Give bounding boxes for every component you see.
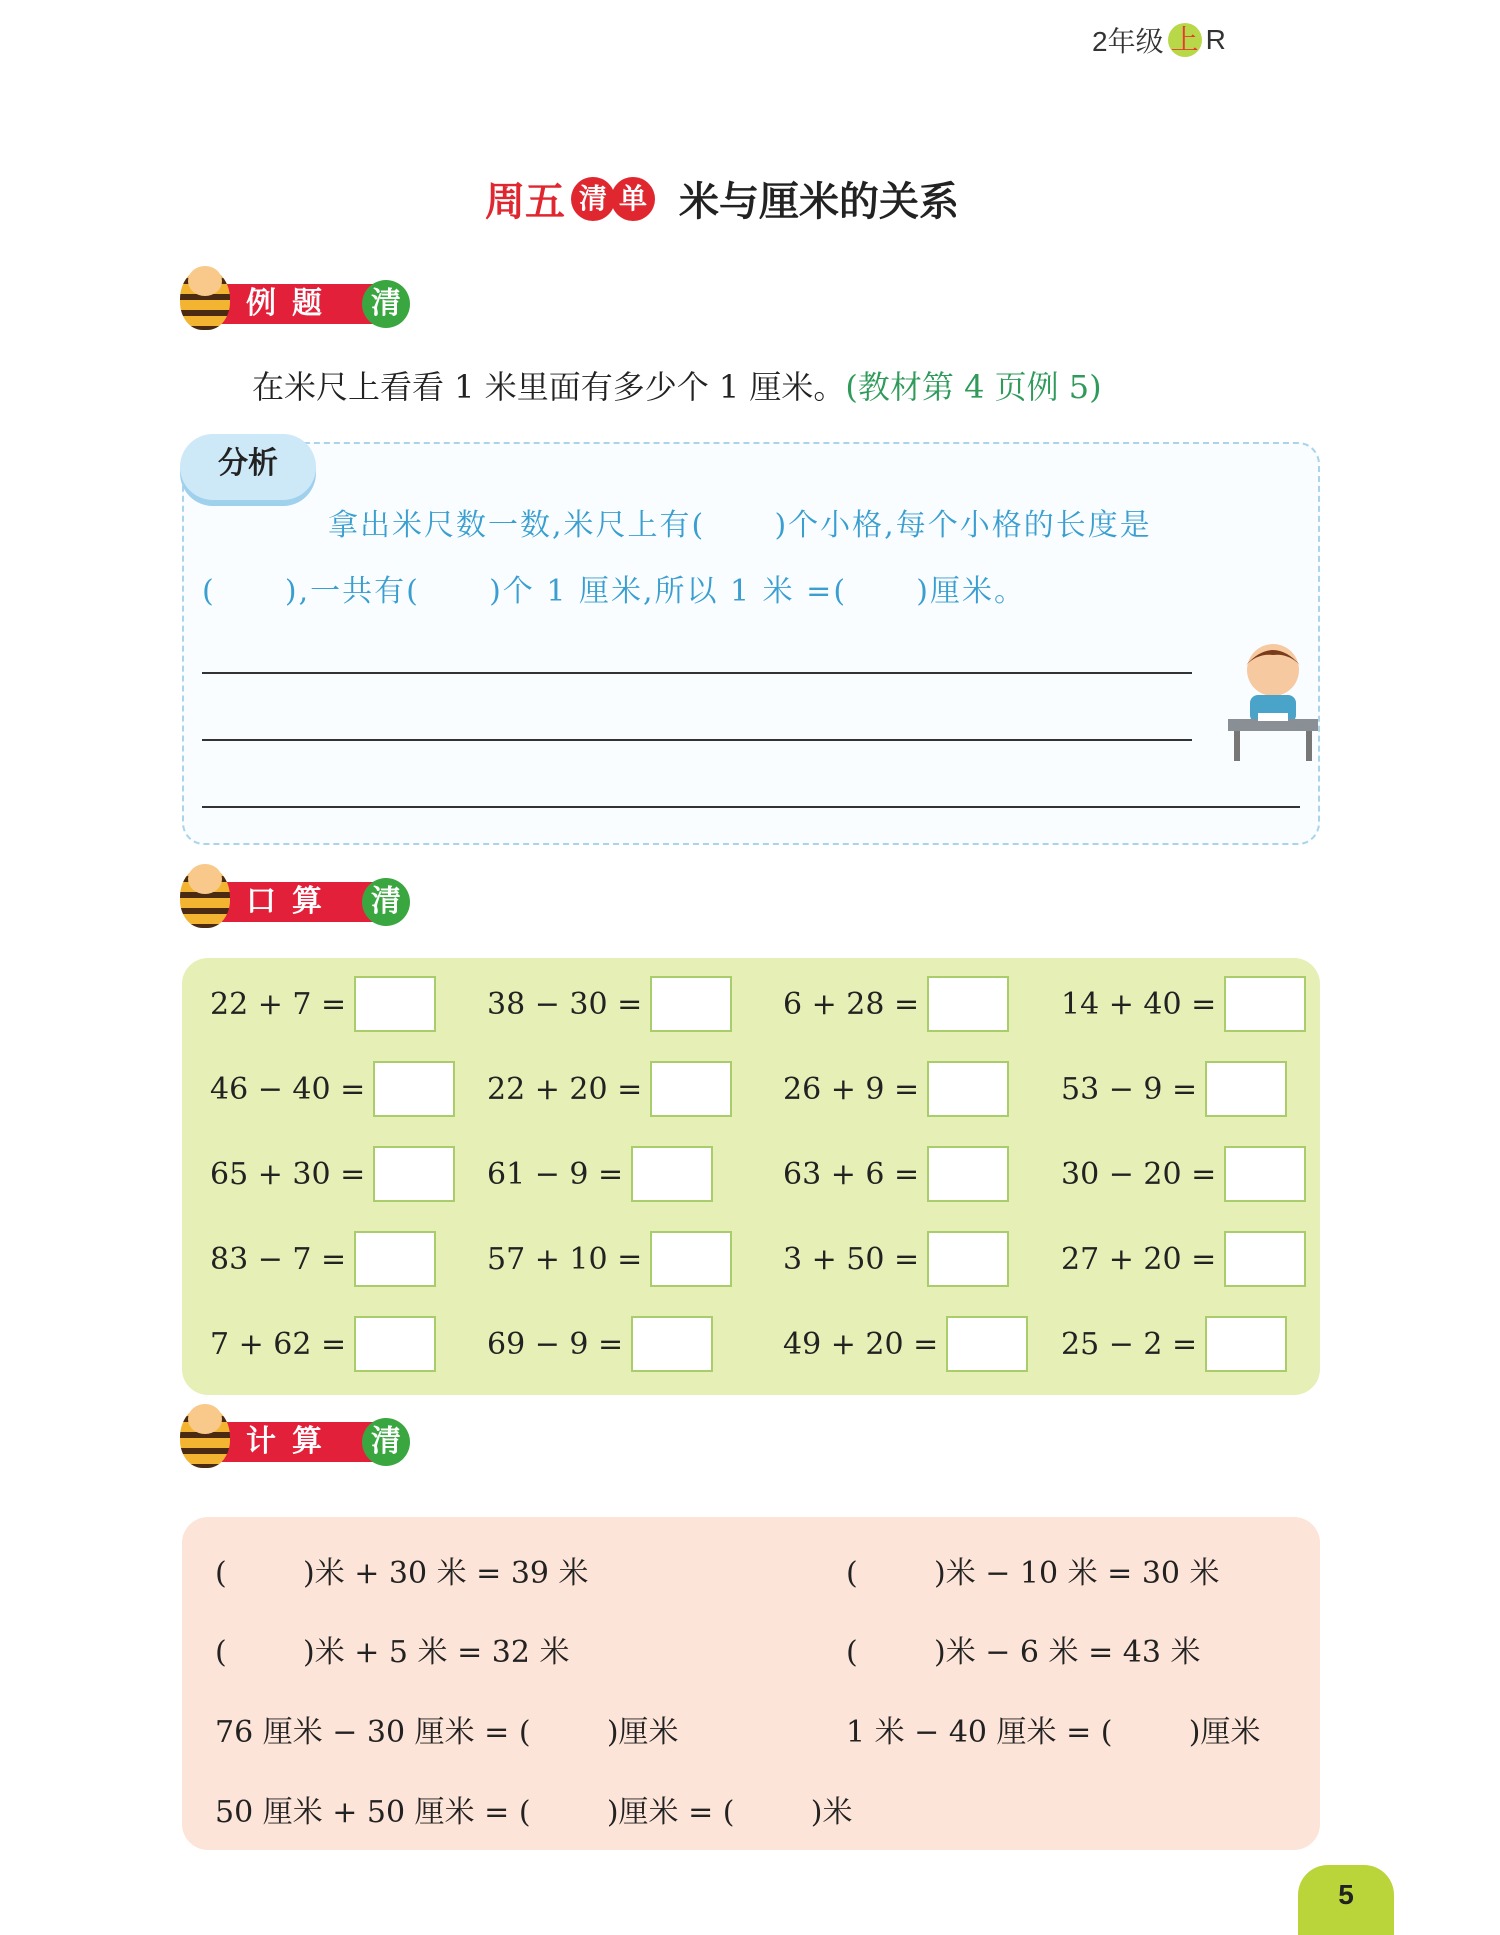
equation-text: 57 + 10 = — [487, 1241, 643, 1277]
bee-icon — [180, 268, 230, 330]
equation-text: 7 + 62 = — [210, 1326, 347, 1362]
seal-char: 单 — [611, 177, 655, 221]
answer-box[interactable] — [927, 1061, 1009, 1117]
page-number: 5 — [1298, 1865, 1394, 1935]
equation-text: 46 − 40 = — [210, 1071, 366, 1107]
answer-box[interactable] — [373, 1061, 455, 1117]
calculation-banner — [180, 1400, 420, 1472]
mental-math-item — [783, 1060, 1009, 1118]
textbook-reference: (教材第 4 页例 5) — [845, 368, 1102, 406]
equation-text: 63 + 6 = — [783, 1156, 920, 1192]
mental-math-item — [487, 975, 732, 1033]
mental-math-item — [783, 1145, 1009, 1203]
mental-math-item — [210, 975, 436, 1033]
calculation-item[interactable]: ( )米 − 10 米 = 30 米 — [846, 1556, 1220, 1591]
equation-text: 83 − 7 = — [210, 1241, 347, 1277]
answer-box[interactable] — [354, 976, 436, 1032]
answer-box[interactable] — [927, 1231, 1009, 1287]
equation-text: 69 − 9 = — [487, 1326, 624, 1362]
answer-box[interactable] — [927, 976, 1009, 1032]
calculation-item[interactable]: ( )米 + 5 米 = 32 米 — [215, 1635, 570, 1670]
mental-math-item — [487, 1315, 713, 1373]
equation-text: 27 + 20 = — [1061, 1241, 1217, 1277]
calculation-item[interactable]: 76 厘米 − 30 厘米 = ( )厘米 — [215, 1715, 679, 1750]
answer-line[interactable] — [202, 806, 1300, 808]
equation-text: 3 + 50 = — [783, 1241, 920, 1277]
title-seal — [571, 177, 651, 221]
page-title — [485, 170, 959, 227]
calculation-item[interactable]: ( )米 + 30 米 = 39 米 — [215, 1556, 589, 1591]
calculation-item[interactable]: ( )米 − 6 米 = 43 米 — [846, 1635, 1201, 1670]
qing-badge: 清 — [362, 1418, 410, 1466]
mental-math-item — [1061, 1230, 1306, 1288]
answer-box[interactable] — [927, 1146, 1009, 1202]
answer-box[interactable] — [1205, 1061, 1287, 1117]
mental-math-item — [1061, 1145, 1306, 1203]
equation-text: 61 − 9 = — [487, 1156, 624, 1192]
answer-box[interactable] — [1224, 1231, 1306, 1287]
equation-text: 6 + 28 = — [783, 986, 920, 1022]
equation-text: 49 + 20 = — [783, 1326, 939, 1362]
banner-label: 计算 — [218, 1422, 388, 1462]
mental-math-item — [1061, 975, 1306, 1033]
analysis-cloud-icon — [180, 434, 316, 500]
grade-label — [1092, 20, 1226, 60]
grade-text: 2年级 — [1092, 26, 1164, 57]
mental-math-item — [783, 1230, 1009, 1288]
answer-box[interactable] — [373, 1146, 455, 1202]
answer-box[interactable] — [1205, 1316, 1287, 1372]
bee-icon — [180, 866, 230, 928]
answer-line[interactable] — [202, 672, 1192, 674]
answer-box[interactable] — [650, 1231, 732, 1287]
example-banner — [180, 262, 420, 334]
answer-box[interactable] — [650, 976, 732, 1032]
mental-math-item — [210, 1060, 455, 1118]
analysis-label: 分析 — [218, 447, 278, 480]
mental-math-item — [1061, 1060, 1287, 1118]
mental-math-item — [1061, 1315, 1287, 1373]
equation-text: 65 + 30 = — [210, 1156, 366, 1192]
boy-studying-illustration — [1228, 635, 1318, 765]
answer-box[interactable] — [1224, 1146, 1306, 1202]
mental-math-item — [783, 1315, 1028, 1373]
equation-text: 22 + 7 = — [210, 986, 347, 1022]
banner-label: 口算 — [218, 882, 388, 922]
mental-math-item — [210, 1315, 436, 1373]
mental-math-item — [783, 975, 1009, 1033]
bee-icon — [180, 1406, 230, 1468]
answer-box[interactable] — [631, 1146, 713, 1202]
question-text: 在米尺上看看 1 米里面有多少个 1 厘米。 — [252, 368, 846, 406]
equation-text: 53 − 9 = — [1061, 1071, 1198, 1107]
answer-line[interactable] — [202, 739, 1192, 741]
answer-box[interactable] — [354, 1316, 436, 1372]
answer-box[interactable] — [631, 1316, 713, 1372]
answer-box[interactable] — [650, 1061, 732, 1117]
answer-box[interactable] — [946, 1316, 1028, 1372]
seal-char: 清 — [571, 177, 615, 221]
equation-text: 38 − 30 = — [487, 986, 643, 1022]
qing-badge: 清 — [362, 878, 410, 926]
mental-math-item — [487, 1060, 732, 1118]
qing-badge: 清 — [362, 280, 410, 328]
calculation-item[interactable]: 50 厘米 + 50 厘米 = ( )厘米 = ( )米 — [215, 1795, 853, 1830]
answer-box[interactable] — [354, 1231, 436, 1287]
mental-math-item — [210, 1230, 436, 1288]
title-week: 周五 — [485, 178, 565, 225]
title-topic: 米与厘米的关系 — [679, 178, 959, 225]
equation-text: 25 − 2 = — [1061, 1326, 1198, 1362]
analysis-line-2: ( ),一共有( )个 1 厘米,所以 1 米 =( )厘米。 — [202, 574, 1026, 609]
example-question — [252, 362, 1102, 408]
edition-text: R — [1205, 24, 1226, 55]
mental-math-item — [487, 1230, 732, 1288]
calculation-item[interactable]: 1 米 − 40 厘米 = ( )厘米 — [846, 1715, 1261, 1750]
mental-math-banner — [180, 860, 420, 932]
equation-text: 30 − 20 = — [1061, 1156, 1217, 1192]
analysis-line-1: 拿出米尺数一数,米尺上有( )个小格,每个小格的长度是 — [328, 508, 1152, 543]
equation-text: 22 + 20 = — [487, 1071, 643, 1107]
mental-math-item — [210, 1145, 455, 1203]
equation-text: 14 + 40 = — [1061, 986, 1217, 1022]
equation-text: 26 + 9 = — [783, 1071, 920, 1107]
term-badge: 上 — [1168, 23, 1202, 57]
answer-box[interactable] — [1224, 976, 1306, 1032]
mental-math-item — [487, 1145, 713, 1203]
banner-label: 例题 — [218, 284, 388, 324]
